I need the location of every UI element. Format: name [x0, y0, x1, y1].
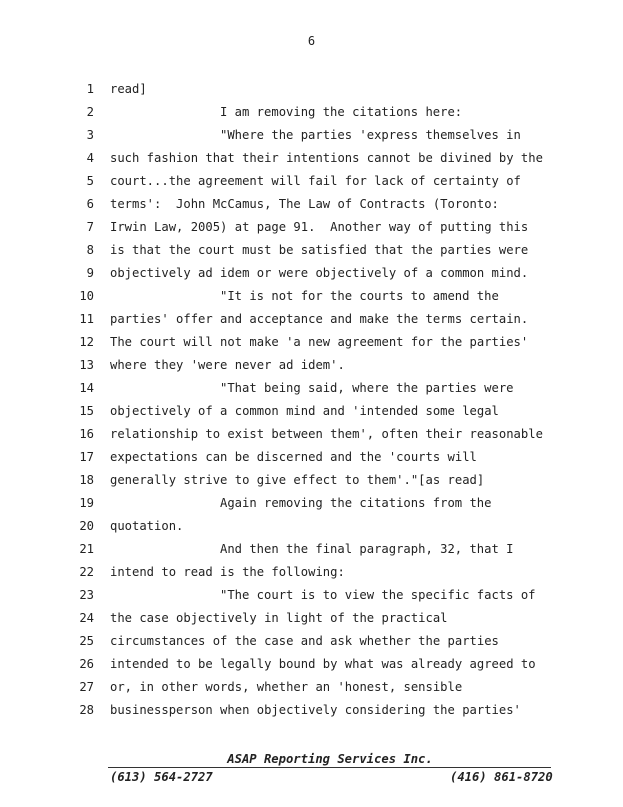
- line-number: 12: [79, 335, 94, 349]
- line-text: The court will not make 'a new agreement for the parties': [110, 335, 529, 349]
- transcript-line: [0, 193, 623, 216]
- line-text: quotation.: [110, 519, 184, 533]
- line-text: And then the final paragraph, 32, that I: [220, 542, 514, 556]
- line-text: relationship to exist between them', often their reasonable: [110, 427, 543, 441]
- transcript-line: [0, 262, 623, 285]
- line-text: parties' offer and acceptance and make the terms certain.: [110, 312, 529, 326]
- line-text: Irwin Law, 2005) at page 91. Another way of putting this: [110, 220, 529, 234]
- line-number: 5: [86, 174, 94, 188]
- transcript-line: [0, 331, 623, 354]
- transcript-line: [0, 170, 623, 193]
- line-text: Again removing the citations from the: [220, 496, 492, 510]
- line-number: 16: [79, 427, 94, 441]
- line-text: is that the court must be satisfied that the parties were: [110, 243, 529, 257]
- transcript-line: [0, 147, 623, 170]
- line-text: I am removing the citations here:: [220, 105, 463, 119]
- line-number: 19: [79, 496, 94, 510]
- line-number: 26: [79, 657, 94, 671]
- transcript-line: [0, 630, 623, 653]
- line-number: 21: [79, 542, 94, 556]
- line-number: 2: [86, 105, 94, 119]
- transcript-line: [0, 469, 623, 492]
- footer-phone-toronto: (416) 861-8720: [450, 770, 553, 784]
- transcript-line: [0, 699, 623, 722]
- line-text: "Where the parties 'express themselves in: [220, 128, 521, 142]
- transcript-line: [0, 216, 623, 239]
- transcript-line: [0, 538, 623, 561]
- transcript-line: [0, 239, 623, 262]
- transcript-line: [0, 607, 623, 630]
- line-number: 13: [79, 358, 94, 372]
- line-text: expectations can be discerned and the 'courts will: [110, 450, 477, 464]
- line-number: 24: [79, 611, 94, 625]
- line-text: intend to read is the following:: [110, 565, 345, 579]
- transcript-line: [0, 308, 623, 331]
- footer-company-name: ASAP Reporting Services Inc.: [227, 752, 433, 766]
- line-text: terms': John McCamus, The Law of Contracts (Toronto:: [110, 197, 499, 211]
- line-text: intended to be legally bound by what was already agreed to: [110, 657, 536, 671]
- transcript-line: [0, 285, 623, 308]
- transcript-line: [0, 124, 623, 147]
- transcript-body: [0, 78, 623, 722]
- line-text: businessperson when objectively considering the parties': [110, 703, 521, 717]
- footer-divider: [108, 767, 551, 768]
- line-text: objectively of a common mind and 'intended some legal: [110, 404, 499, 418]
- line-number: 6: [86, 197, 94, 211]
- transcript-line: [0, 561, 623, 584]
- transcript-line: [0, 354, 623, 377]
- line-text: generally strive to give effect to them'."[as read]: [110, 473, 485, 487]
- line-text: "That being said, where the parties were: [220, 381, 514, 395]
- line-number: 22: [79, 565, 94, 579]
- line-number: 27: [79, 680, 94, 694]
- transcript-line: [0, 377, 623, 400]
- line-text: the case objectively in light of the practical: [110, 611, 448, 625]
- line-number: 17: [79, 450, 94, 464]
- line-number: 9: [86, 266, 94, 280]
- line-text: circumstances of the case and ask whether the parties: [110, 634, 499, 648]
- line-text: "The court is to view the specific facts of: [220, 588, 536, 602]
- line-number: 20: [79, 519, 94, 533]
- line-text: read]: [110, 82, 147, 96]
- line-text: where they 'were never ad idem'.: [110, 358, 345, 372]
- transcript-line: [0, 423, 623, 446]
- line-number: 8: [86, 243, 94, 257]
- transcript-line: [0, 676, 623, 699]
- page-number: 6: [307, 34, 316, 48]
- line-number: 18: [79, 473, 94, 487]
- line-number: 25: [79, 634, 94, 648]
- transcript-line: [0, 653, 623, 676]
- line-number: 14: [79, 381, 94, 395]
- line-number: 4: [86, 151, 94, 165]
- line-text: or, in other words, whether an 'honest, sensible: [110, 680, 463, 694]
- line-text: "It is not for the courts to amend the: [220, 289, 499, 303]
- line-number: 1: [86, 82, 94, 96]
- line-text: such fashion that their intentions cannot be divined by the: [110, 151, 543, 165]
- transcript-line: [0, 101, 623, 124]
- line-number: 15: [79, 404, 94, 418]
- transcript-line: [0, 446, 623, 469]
- line-text: objectively ad idem or were objectively of a common mind.: [110, 266, 529, 280]
- line-number: 7: [86, 220, 94, 234]
- line-number: 3: [86, 128, 94, 142]
- line-text: court...the agreement will fail for lack of certainty of: [110, 174, 521, 188]
- footer-phone-ottawa: (613) 564-2727: [110, 770, 213, 784]
- line-number: 23: [79, 588, 94, 602]
- line-number: 28: [79, 703, 94, 717]
- line-number: 11: [79, 312, 94, 326]
- transcript-line: [0, 515, 623, 538]
- transcript-line: [0, 584, 623, 607]
- transcript-line: [0, 492, 623, 515]
- transcript-line: [0, 78, 623, 101]
- line-number: 10: [79, 289, 94, 303]
- transcript-line: [0, 400, 623, 423]
